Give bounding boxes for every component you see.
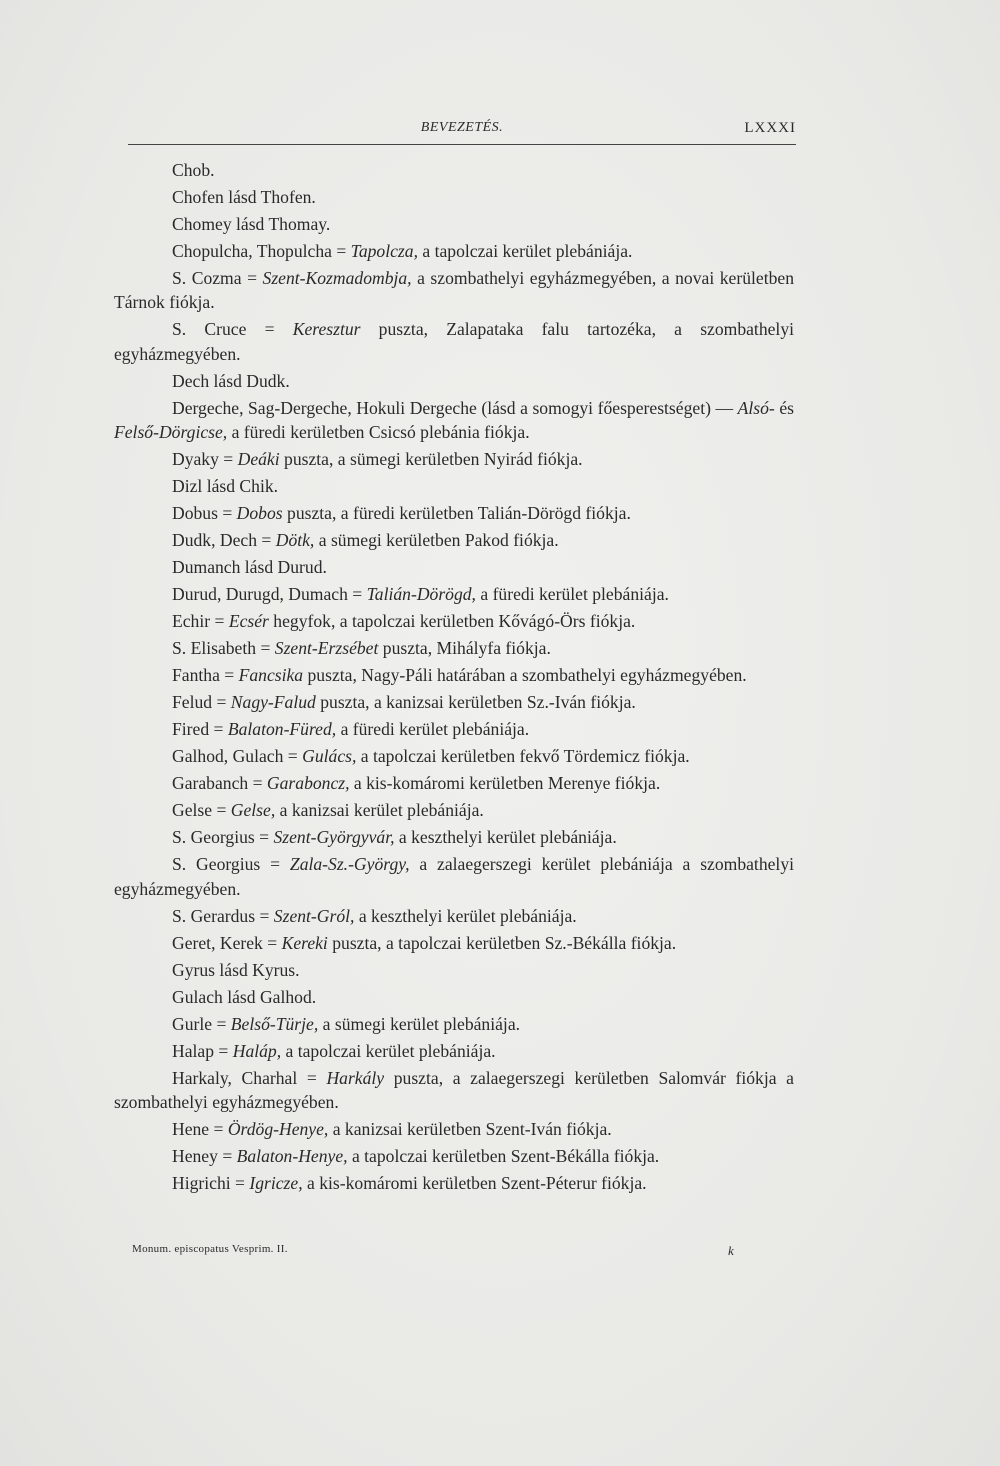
entry-text: a keszthelyi kerület plebániája. bbox=[354, 905, 577, 926]
entry-text: Gurle = bbox=[172, 1013, 231, 1034]
index-entry bbox=[114, 501, 794, 525]
index-entry bbox=[114, 771, 794, 795]
place-name: Gulács, bbox=[302, 746, 357, 767]
entry-text: S. Georgius = bbox=[172, 827, 274, 848]
entry-text: a tapolczai kerületben Szent-Békálla fiókja. bbox=[347, 1146, 660, 1167]
place-name: Gelse, bbox=[230, 800, 276, 821]
index-entry bbox=[114, 266, 794, 315]
entry-text: Durud, Durugd, Dumach = bbox=[172, 584, 367, 605]
entry-text: Geret, Kerek = bbox=[172, 932, 282, 953]
entry-text: Halap = bbox=[172, 1040, 233, 1061]
place-name: Kereki bbox=[281, 932, 328, 953]
index-entry bbox=[114, 1012, 794, 1036]
index-entry bbox=[114, 1117, 794, 1141]
index-entry bbox=[114, 239, 794, 263]
index-entry bbox=[114, 555, 794, 579]
place-name: Keresztur bbox=[292, 319, 361, 340]
entry-text: Harkaly, Charhal = bbox=[172, 1067, 327, 1088]
entry-text: Galhod, Gulach = bbox=[172, 746, 303, 767]
running-title: BEVEZETÉS. bbox=[420, 120, 504, 135]
entry-text: Dobus = bbox=[172, 503, 237, 524]
running-header bbox=[128, 120, 796, 150]
index-entry bbox=[114, 717, 794, 741]
entry-text: a kanizsai kerület plebániája. bbox=[275, 800, 484, 821]
entry-text: Chopulcha, Thopulcha = bbox=[172, 241, 351, 261]
entry-text: Fantha = bbox=[172, 665, 239, 686]
entry-text: a sümegi kerületben Pakod fiókja. bbox=[314, 530, 559, 551]
entry-text: a füredi kerületben Csicsó plebánia fiókja. bbox=[227, 422, 530, 443]
index-entry bbox=[114, 369, 794, 393]
index-entry bbox=[114, 798, 794, 822]
entry-text: Dech lásd Dudk. bbox=[172, 370, 290, 391]
index-entry bbox=[114, 663, 794, 687]
place-name: Fancsika bbox=[238, 665, 304, 686]
place-name: Szent-Gról, bbox=[273, 905, 355, 926]
header-rule bbox=[128, 144, 796, 145]
entry-text: a kanizsai kerületben Szent-Iván fiókja. bbox=[328, 1119, 612, 1140]
index-entry bbox=[114, 931, 794, 955]
entry-text: a füredi kerület plebániája. bbox=[336, 719, 530, 740]
entry-text: Gyrus lásd Kyrus. bbox=[172, 959, 300, 980]
place-name: Belső-Türje, bbox=[230, 1013, 319, 1034]
entry-text: puszta, Mihályfa fiókja. bbox=[378, 638, 551, 659]
place-name: Talián-Dörögd, bbox=[366, 584, 476, 605]
place-name: Szent-Györgyvár, bbox=[273, 827, 395, 848]
entry-text: Dergeche, Sag-Dergeche, Hokuli Dergeche (lásd a somogyi főesperestséget) — bbox=[172, 397, 738, 418]
entry-text: Chob. bbox=[172, 160, 215, 180]
place-name: Garaboncz, bbox=[266, 773, 350, 794]
place-name: Tapolcza, bbox=[350, 241, 418, 261]
entry-text: Chofen lásd Thofen. bbox=[172, 187, 316, 207]
entry-text: a sümegi kerület plebániája. bbox=[318, 1013, 521, 1034]
place-name: Dötk, bbox=[275, 530, 315, 551]
entry-text: és bbox=[774, 397, 794, 418]
index-entry bbox=[114, 690, 794, 714]
entry-text: Dumanch lásd Durud. bbox=[172, 557, 327, 578]
entry-text: puszta, Zalapataka falu tartozéka, a szombathelyi egyházmegyében. bbox=[114, 319, 794, 364]
place-name: Balaton-Henye, bbox=[236, 1146, 348, 1167]
signature-mark: k bbox=[728, 1243, 735, 1258]
index-entry bbox=[114, 158, 794, 182]
entry-text: a tapolczai kerület plebániája. bbox=[281, 1040, 496, 1061]
index-entry bbox=[114, 1144, 794, 1168]
entry-text: a kis-komáromi kerületben Merenye fiókja. bbox=[349, 773, 661, 794]
place-name: Szent-Kozmadombja, bbox=[262, 268, 412, 288]
index-entry bbox=[114, 528, 794, 552]
entry-text: Heney = bbox=[172, 1146, 237, 1167]
place-name: Balaton-Füred, bbox=[227, 719, 337, 740]
entry-text: a szombathelyi egyházmegyében, a novai kerületben Tárnok fiókja. bbox=[114, 268, 794, 313]
place-name: Ecsér bbox=[228, 611, 269, 632]
entry-text: puszta, a zalaegerszegi kerületben Salomvár fiókja a szombathelyi egyházmegyében. bbox=[114, 1067, 794, 1113]
entry-text: Fired = bbox=[172, 719, 228, 740]
entry-text: Dudk, Dech = bbox=[172, 530, 276, 551]
index-entry bbox=[114, 904, 794, 928]
entry-text: Dyaky = bbox=[172, 449, 238, 470]
index-entry bbox=[114, 1039, 794, 1063]
entry-text: a füredi kerület plebániája. bbox=[475, 584, 669, 605]
entry-text: Gulach lásd Galhod. bbox=[172, 986, 317, 1007]
index-entry bbox=[114, 985, 794, 1009]
entry-text: puszta, a sümegi kerületben Nyirád fiókja. bbox=[279, 449, 583, 470]
entry-text: Hene = bbox=[172, 1119, 228, 1140]
entry-text: Echir = bbox=[172, 611, 229, 632]
index-entry bbox=[114, 474, 794, 498]
index-entry bbox=[114, 212, 794, 236]
place-name: Felső-Dörgicse, bbox=[114, 422, 228, 443]
place-name: Ördög-Henye, bbox=[227, 1119, 329, 1140]
place-name: Haláp, bbox=[232, 1040, 282, 1061]
entry-text: S. Cozma = bbox=[172, 268, 263, 288]
entry-text: Garabanch = bbox=[172, 773, 267, 794]
entry-text: a keszthelyi kerület plebániája. bbox=[394, 827, 617, 848]
entry-text: puszta, a tapolczai kerületben Sz.-Békálla fiókja. bbox=[327, 932, 677, 953]
place-name: Szent-Erzsébet bbox=[274, 638, 379, 659]
entry-text: a tapolczai kerületben fekvő Tördemicz fiókja. bbox=[356, 746, 690, 767]
entry-text: a tapolczai kerület plebániája. bbox=[417, 241, 633, 261]
entry-text: S. Gerardus = bbox=[172, 905, 274, 926]
entry-text: a kis-komáromi kerületben Szent-Péterur fiókja. bbox=[302, 1173, 647, 1194]
entry-text: Dizl lásd Chik. bbox=[172, 476, 279, 497]
index-entry bbox=[114, 609, 794, 633]
entry-text: S. Georgius = bbox=[172, 854, 290, 875]
index-entry bbox=[114, 582, 794, 606]
index-entry bbox=[114, 636, 794, 660]
index-entries bbox=[114, 158, 794, 1198]
entry-text: hegyfok, a tapolczai kerületben Kővágó-Örs fiókja. bbox=[268, 611, 636, 632]
index-entry bbox=[114, 958, 794, 982]
index-entry bbox=[114, 1171, 794, 1195]
place-name: Igricze, bbox=[249, 1173, 303, 1194]
page-number: LXXXI bbox=[744, 120, 796, 136]
index-entry bbox=[114, 1066, 794, 1115]
entry-text: puszta, a füredi kerületben Talián-Dörögd fiókja. bbox=[282, 503, 631, 524]
footer bbox=[132, 1243, 735, 1258]
entry-text: a zalaegerszegi kerület plebániája a szombathelyi egyházmegyében. bbox=[114, 854, 795, 899]
place-name: Deáki bbox=[237, 449, 280, 470]
index-entry bbox=[114, 852, 794, 901]
place-name: Zala-Sz.-György, bbox=[289, 854, 410, 875]
index-entry bbox=[114, 185, 794, 209]
place-name: Dobos bbox=[236, 503, 283, 524]
place-name: Harkály bbox=[326, 1067, 385, 1088]
entry-text: Higrichi = bbox=[172, 1173, 250, 1194]
index-entry bbox=[114, 447, 794, 471]
entry-text: S. Elisabeth = bbox=[172, 638, 275, 659]
entry-text: Felud = bbox=[172, 692, 231, 713]
entry-text: Gelse = bbox=[172, 800, 231, 821]
place-name: Alsó- bbox=[737, 397, 775, 418]
entry-text: S. Cruce = bbox=[172, 319, 293, 340]
entry-text: puszta, a kanizsai kerületben Sz.-Iván fiókja. bbox=[315, 692, 636, 713]
place-name: Nagy-Falud bbox=[230, 692, 316, 713]
index-entry bbox=[114, 825, 794, 849]
entry-text: Chomey lásd Thomay. bbox=[172, 214, 331, 234]
source-note: Monum. episcopatus Vesprim. II. bbox=[132, 1243, 288, 1255]
entry-text: puszta, Nagy-Páli határában a szombathelyi egyházmegyében. bbox=[303, 665, 747, 686]
index-entry bbox=[114, 396, 794, 445]
index-entry bbox=[114, 744, 794, 768]
index-entry bbox=[114, 317, 794, 366]
